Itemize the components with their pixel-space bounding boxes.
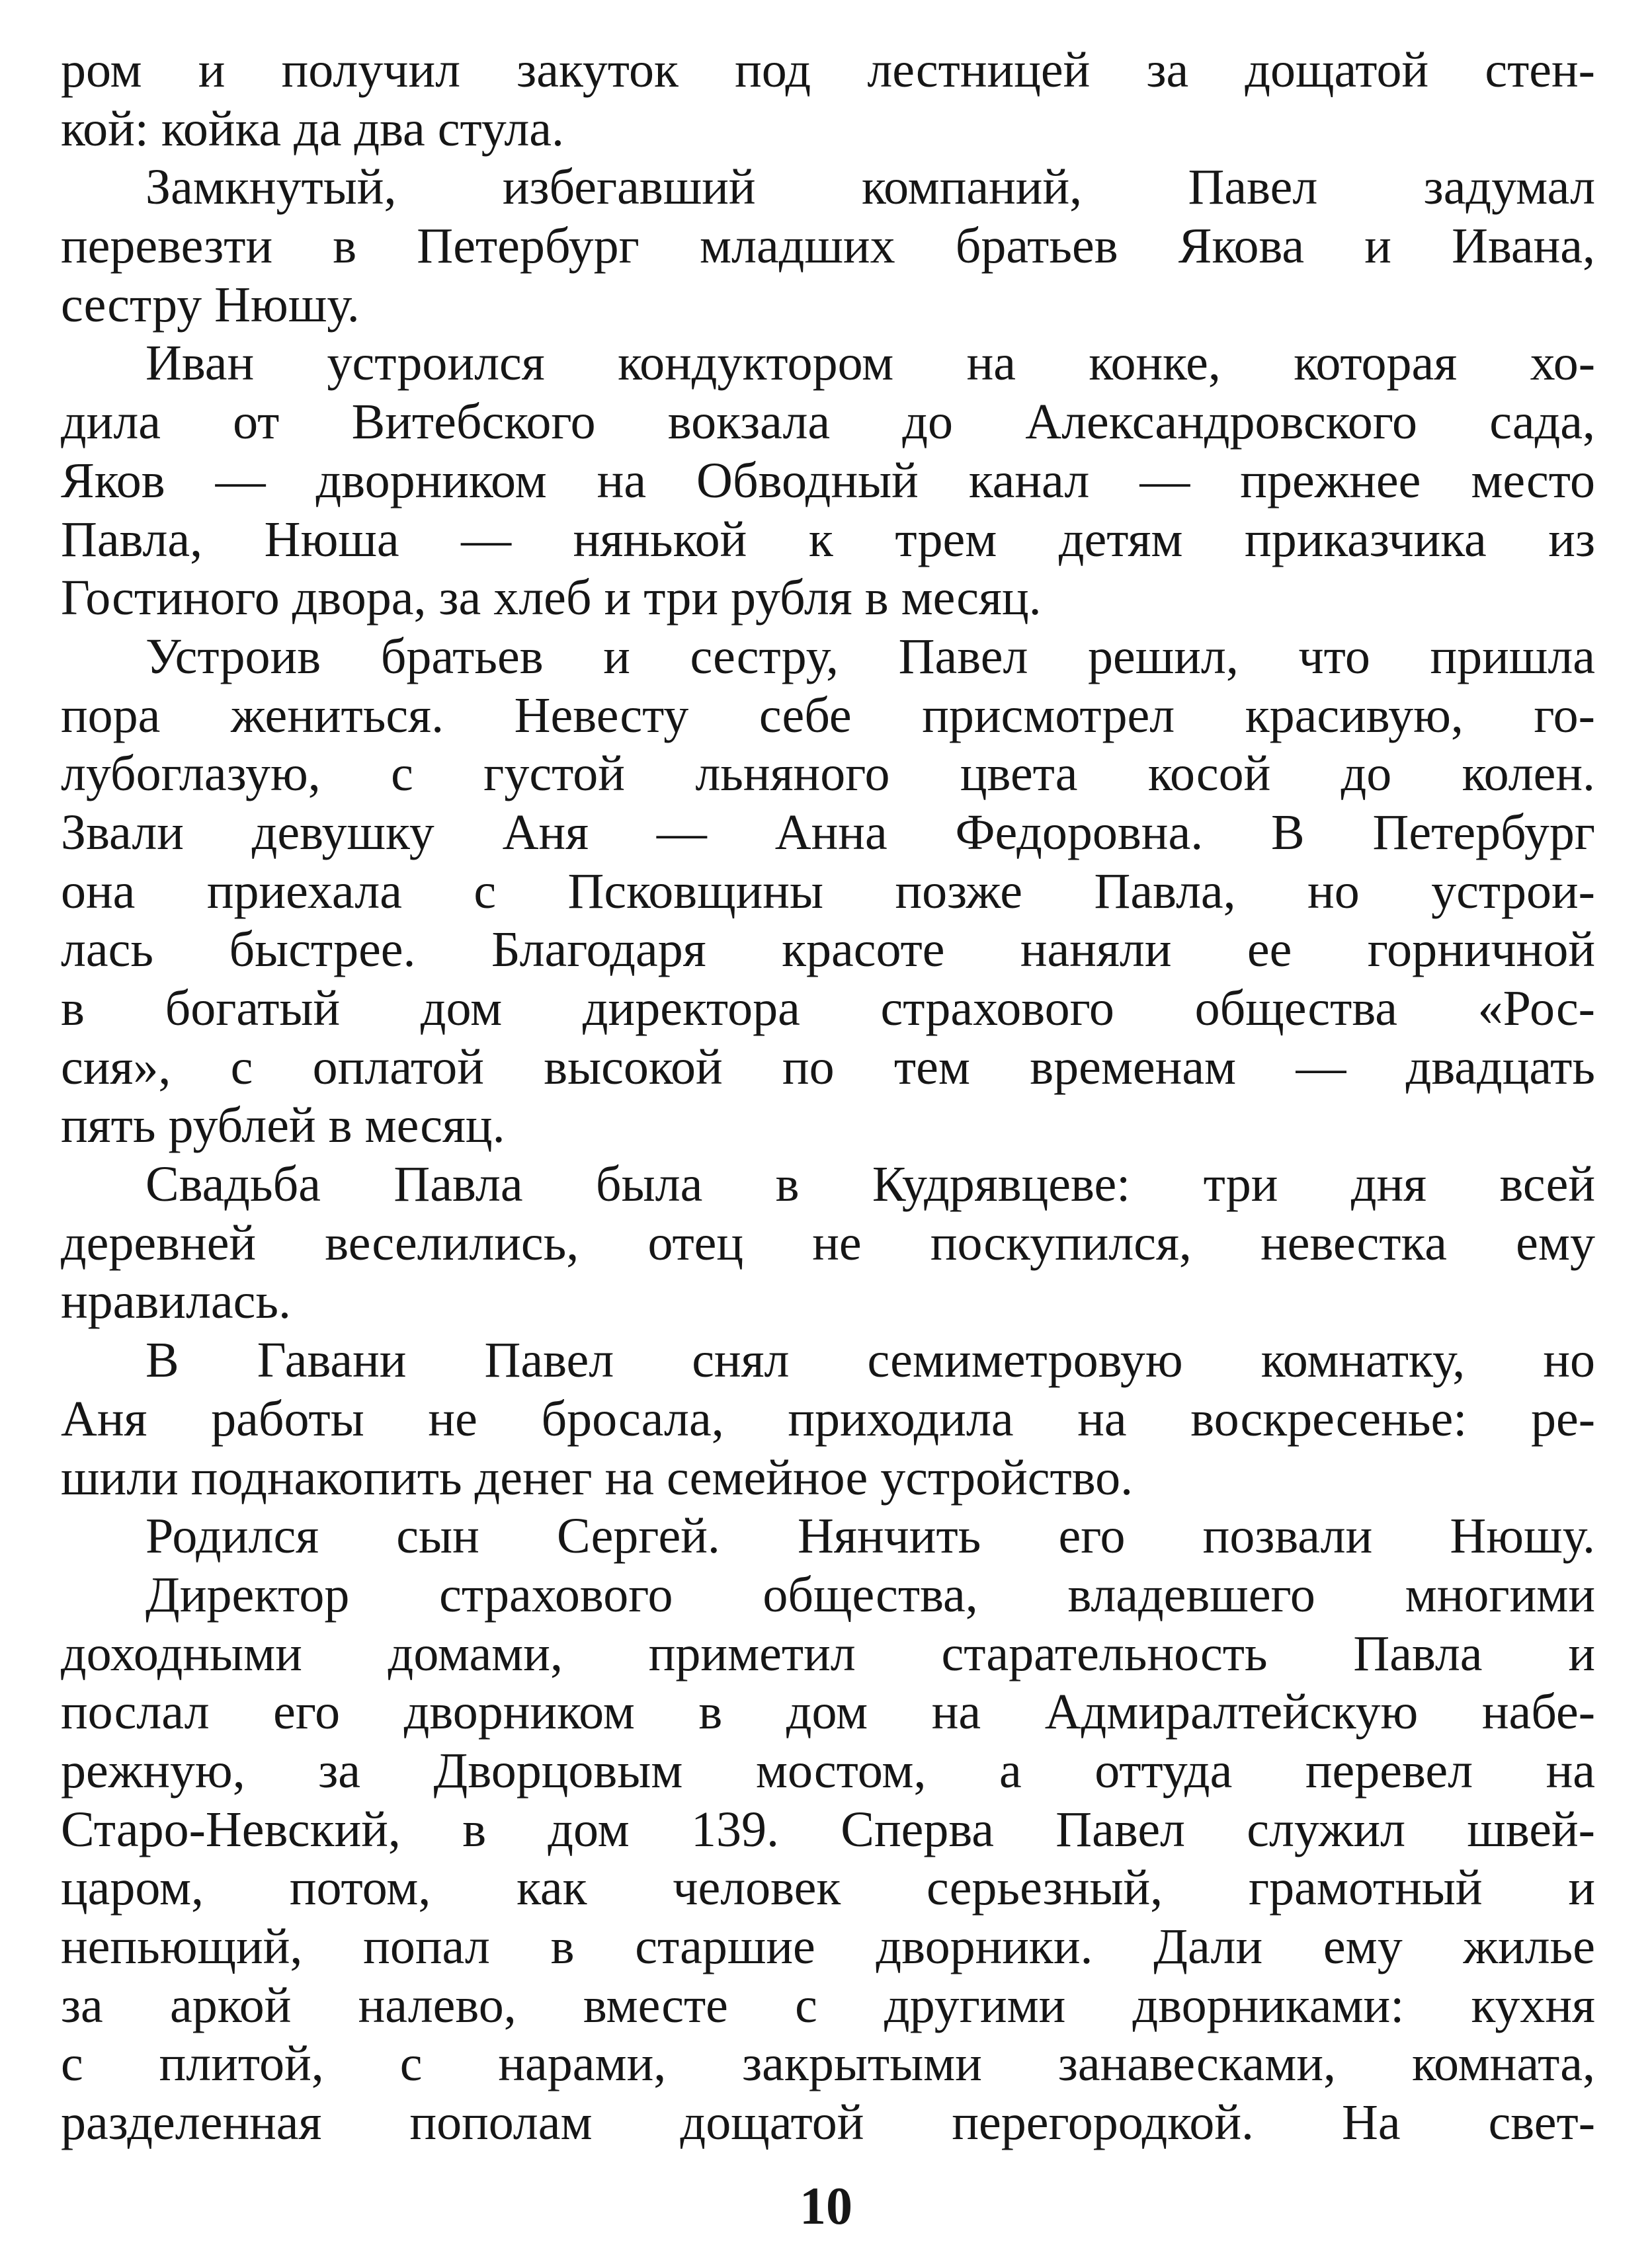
text-line: Яков — дворником на Обводный канал — прежнее место xyxy=(61,452,1595,508)
text-line: В Гавани Павел снял семиметровую комнатку, но xyxy=(145,1332,1595,1389)
text-line: за аркой налево, вместе с другими дворниками: кухня xyxy=(61,1977,1595,2033)
text-line: ром и получил закуток под лестницей за дощатой стен- xyxy=(61,42,1595,98)
body-text xyxy=(61,41,1595,2152)
text-line: послал его дворником в дом на Адмиралтейскую набе- xyxy=(61,1684,1595,1740)
text-line: в богатый дом директора страхового общества «Рос- xyxy=(61,981,1595,1036)
text-line: Павла, Нюша — нянькой к трем детям приказчика из xyxy=(61,511,1595,567)
text-line: с плитой, с нарами, закрытыми занавесками, комната, xyxy=(61,2036,1595,2092)
text-line: пора жениться. Невесту себе присмотрел красивую, го- xyxy=(61,687,1595,743)
text-line: пять рублей в месяц. xyxy=(61,1098,505,1154)
text-line: она приехала с Псковщины позже Павла, но устрои- xyxy=(61,863,1595,919)
text-line: лубоглазую, с густой льняного цвета косой до колен. xyxy=(61,746,1595,802)
text-line: лась быстрее. Благодаря красоте наняли ее горничной xyxy=(61,922,1595,978)
text-line: царом, потом, как человек серьезный, грамотный и xyxy=(61,1860,1595,1916)
text-line: деревней веселились, отец не поскупился, невестка ему xyxy=(61,1215,1595,1271)
text-line: нравилась. xyxy=(61,1274,292,1330)
text-line: сия», с оплатой высокой по тем временам — двадцать xyxy=(61,1039,1595,1095)
text-line: Гостиного двора, за хлеб и три рубля в месяц. xyxy=(61,570,1042,626)
text-line: Старо-Невский, в дом 139. Сперва Павел служил швей- xyxy=(61,1801,1595,1857)
text-line: Родился сын Сергей. Нянчить его позвали Нюшу. xyxy=(145,1508,1595,1564)
text-line: Свадьба Павла была в Кудрявцеве: три дня всей xyxy=(145,1156,1595,1213)
text-line: доходными домами, приметил старательность Павла и xyxy=(61,1625,1595,1681)
text-line: сестру Нюшу. xyxy=(61,276,360,333)
text-line: непьющий, попал в старшие дворники. Дали ему жилье xyxy=(61,1919,1595,1974)
text-line: Иван устроился кондуктором на конке, которая хо- xyxy=(145,335,1595,391)
text-line: дила от Витебского вокзала до Александровского сада, xyxy=(61,394,1595,450)
text-line: Аня работы не бросала, приходила на воскресенье: ре- xyxy=(61,1391,1595,1447)
text-line: шили поднакопить денег на семейное устройство. xyxy=(61,1449,1134,1506)
text-line: режную, за Дворцовым мостом, а оттуда перевел на xyxy=(61,1742,1595,1799)
text-line: перевезти в Петербург младших братьев Якова и Ивана, xyxy=(61,218,1595,274)
text-line: Директор страхового общества, владевшего многими xyxy=(145,1566,1595,1623)
text-line: Звали девушку Аня — Анна Федоровна. В Петербург xyxy=(61,804,1595,860)
page-number: 10 xyxy=(800,2177,852,2236)
text-line: Замкнутый, избегавший компаний, Павел задумал xyxy=(145,159,1595,216)
text-line: Устроив братьев и сестру, Павел решил, что пришла xyxy=(145,628,1595,684)
text-line: разделенная пополам дощатой перегородкой. На свет- xyxy=(61,2095,1595,2151)
text-line: кой: койка да два стула. xyxy=(61,101,565,157)
